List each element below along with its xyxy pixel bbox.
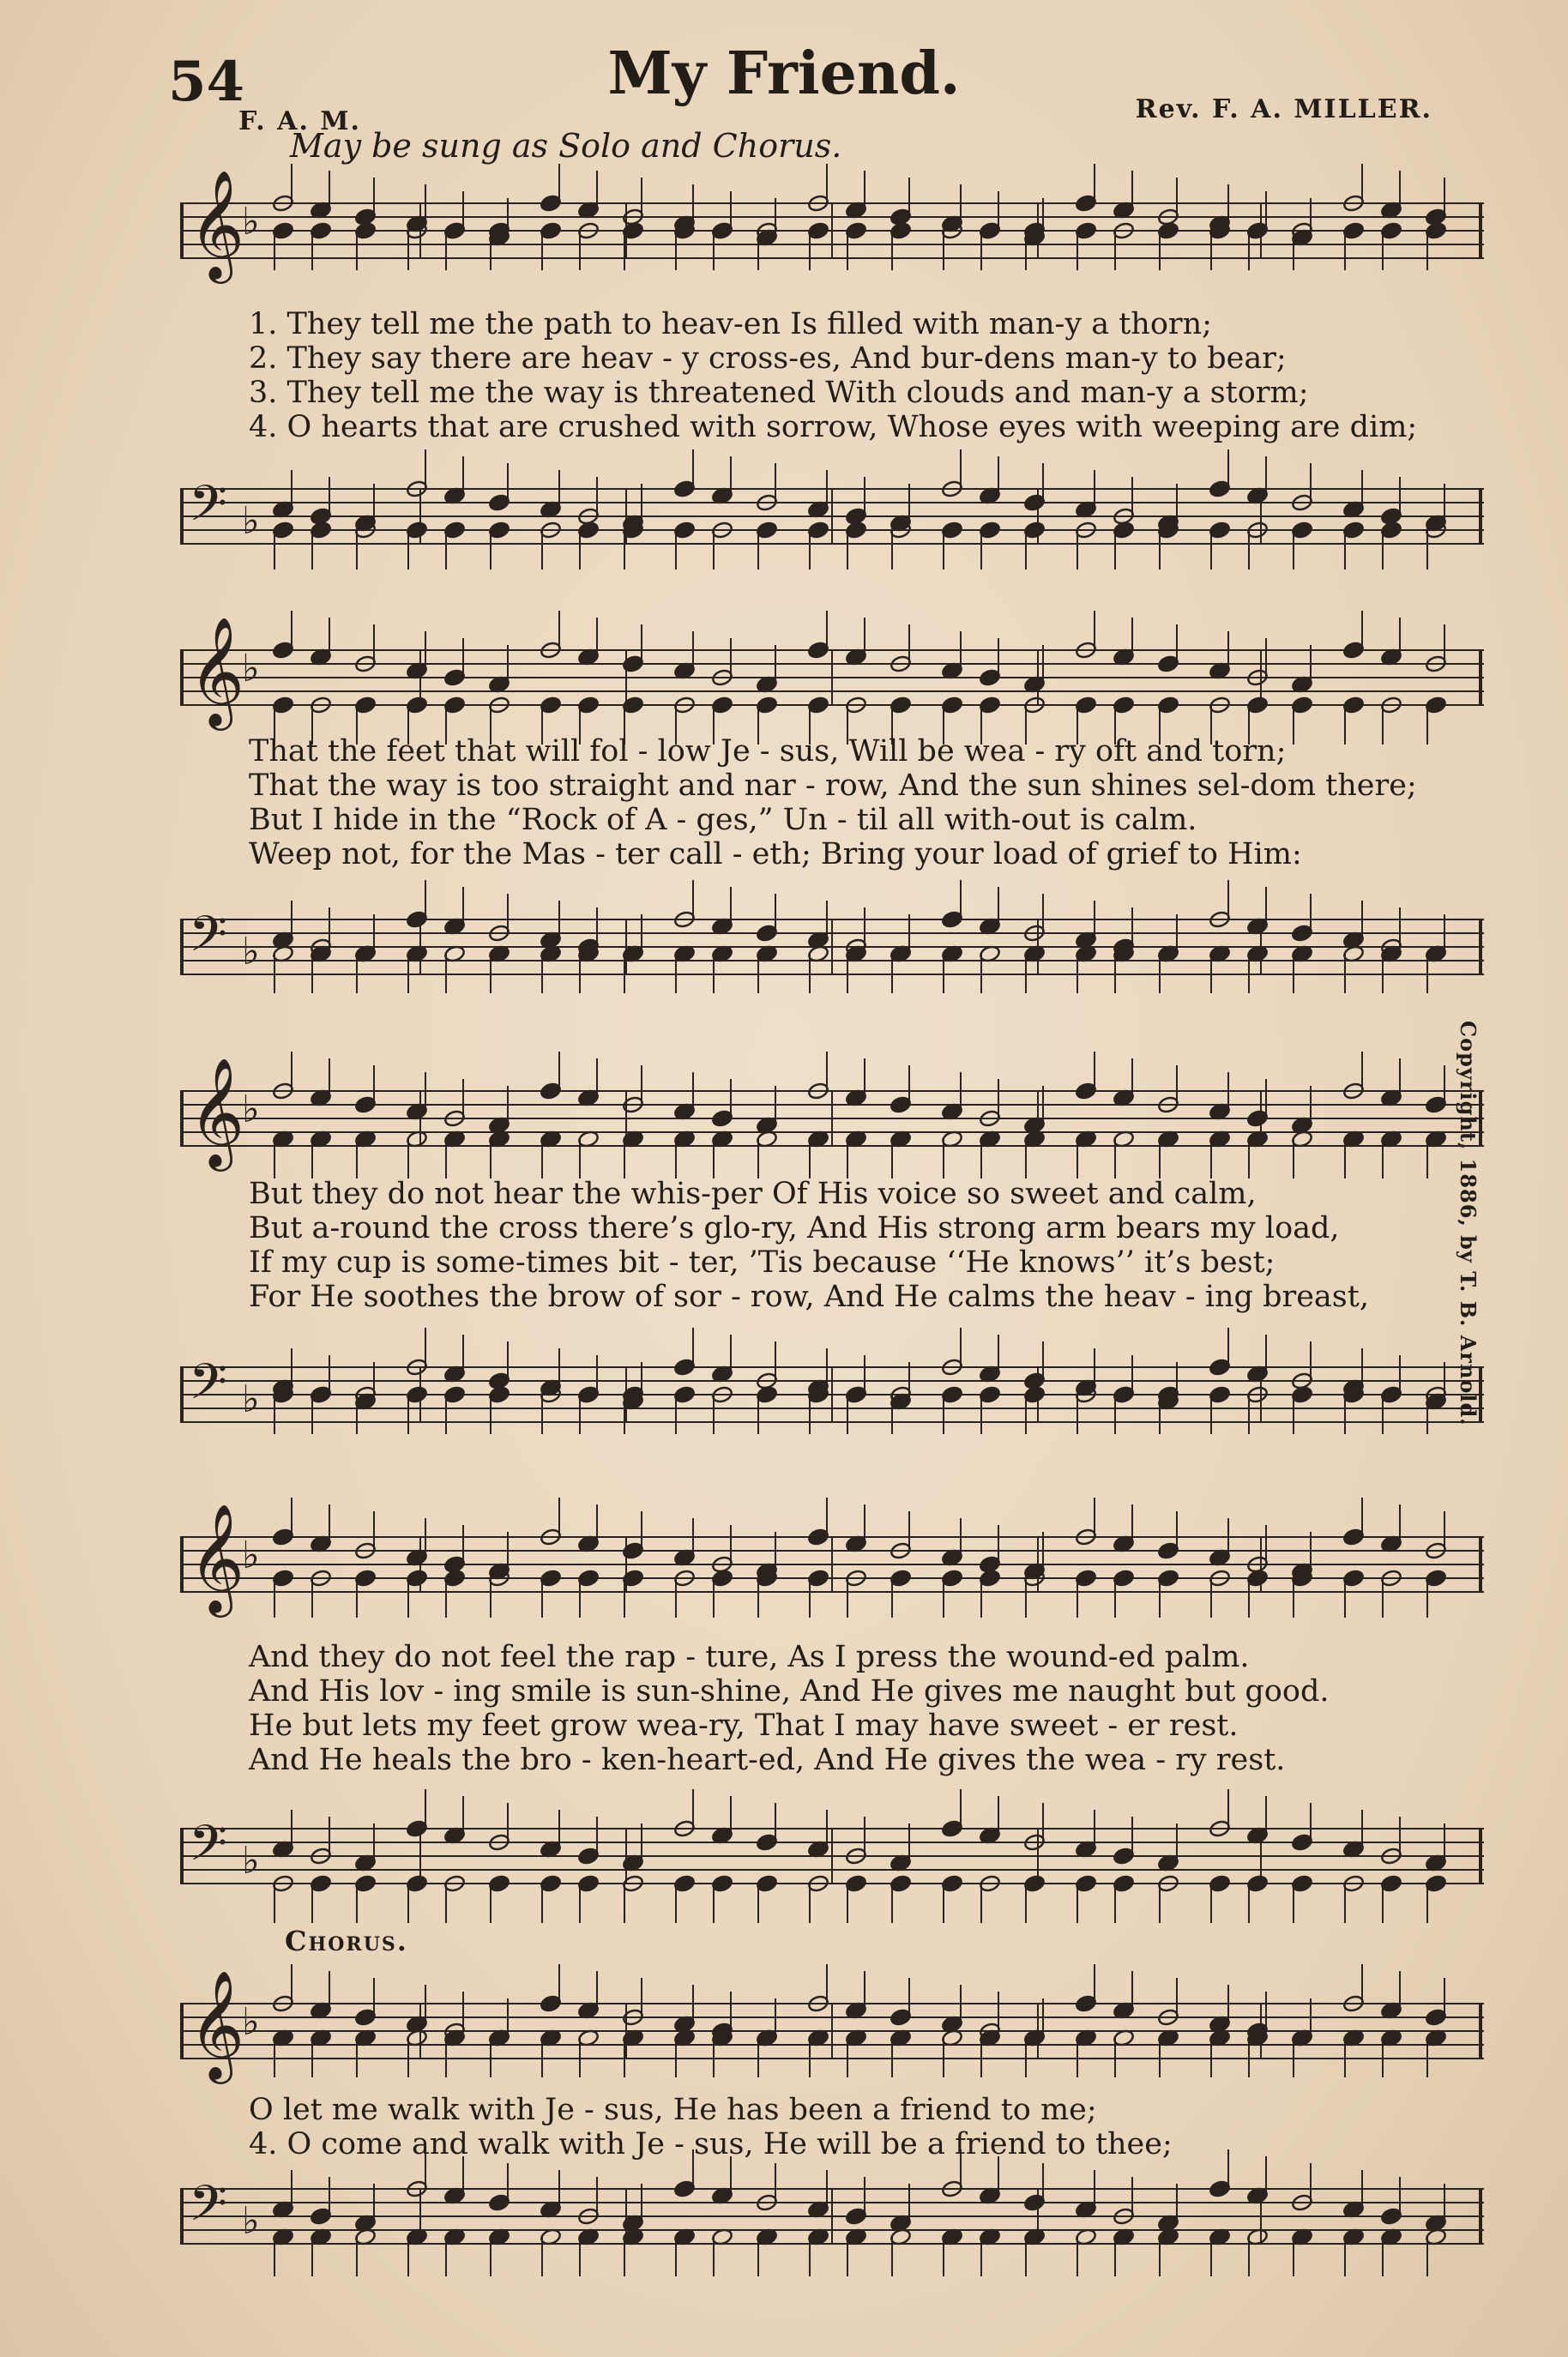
lyric-line: Weep not, for the Mas - ter call - eth; Bring your load of grief to Him:: [249, 837, 1302, 871]
lyric-line: But a-round the cross there’s glo-ry, And His strong arm bears my load,: [249, 1211, 1340, 1245]
lyric-line: And His lov - ing smile is sun-shine, And He gives me naught but good.: [249, 1674, 1330, 1709]
lyrics-system-1: [249, 307, 1467, 444]
bass-staff: [180, 1348, 1484, 1451]
svg-text:𝄢: 𝄢: [189, 1353, 228, 1423]
svg-text:♭: ♭: [242, 1088, 260, 1131]
svg-text:♭: ♭: [242, 1377, 260, 1421]
svg-text:𝄢: 𝄢: [189, 2174, 228, 2245]
svg-text:♭: ♭: [242, 1839, 260, 1883]
lyric-line: He but lets my feet grow wea-ry, That I may have sweet - er rest.: [249, 1709, 1239, 1743]
lyric-line: 4. O come and walk with Je - sus, He will be a friend to thee;: [249, 2127, 1173, 2161]
lyric-line: If my cup is some-times bit - ter, ’Tis because ‘‘He knows’’ it’s best;: [249, 1245, 1276, 1280]
performance-note: May be sung as Solo and Chorus.: [290, 127, 842, 165]
svg-text:♭: ♭: [242, 2199, 260, 2243]
lyric-line: That the way is too straight and nar - row, And the sun shines sel-dom there;: [249, 769, 1417, 803]
svg-text:𝄞: 𝄞: [189, 616, 245, 726]
page-number: 54: [168, 50, 245, 114]
lyric-line: But I hide in the “Rock of A - ges,” Un - til all with-out is calm.: [249, 803, 1197, 837]
treble-staff: [180, 1503, 1484, 1621]
lyric-line: And they do not feel the rap - ture, As I press the wound-ed palm.: [249, 1640, 1250, 1674]
svg-text:♭: ♭: [242, 499, 260, 543]
svg-text:♭: ♭: [242, 2000, 260, 2044]
composer-credit: Rev. F. A. MILLER.: [1135, 94, 1432, 124]
treble-staff: [180, 169, 1484, 287]
svg-text:𝄞: 𝄞: [189, 169, 245, 279]
svg-text:♭: ♭: [242, 1534, 260, 1577]
svg-text:♭: ♭: [242, 200, 260, 244]
lyric-line: 2. They say there are heav - y cross-es, And bur-dens man-y to bear;: [249, 341, 1287, 376]
svg-text:𝄞: 𝄞: [189, 1057, 245, 1166]
lyrics-system-3: [249, 1177, 1467, 1314]
lyrics-chorus: [249, 2093, 1467, 2161]
bass-staff: [180, 901, 1484, 1004]
copyright-notice: Copyright, 1886, by T. B. Arnold.: [1456, 1021, 1481, 1426]
svg-text:𝄢: 𝄢: [189, 474, 228, 545]
bass-staff: [180, 2170, 1484, 2273]
lyricist-credit: F. A. M.: [238, 106, 361, 136]
svg-text:𝄞: 𝄞: [189, 1503, 245, 1613]
song-title: My Friend.: [607, 39, 961, 108]
svg-text:𝄞: 𝄞: [189, 1969, 245, 2079]
chorus-label: Chorus.: [285, 1925, 408, 1957]
bass-staff: [180, 1810, 1484, 1913]
lyric-line: 3. They tell me the way is threatened With clouds and man-y a storm;: [249, 376, 1309, 410]
lyric-line: O let me walk with Je - sus, He has been a friend to me;: [249, 2093, 1097, 2127]
lyric-line: 1. They tell me the path to heav-en Is filled with man-y a thorn;: [249, 307, 1212, 341]
lyric-line: But they do not hear the whis-per Of His voice so sweet and calm,: [249, 1177, 1257, 1211]
lyric-line: That the feet that will fol - low Je - sus, Will be wea - ry oft and torn;: [249, 734, 1287, 769]
treble-staff: [180, 616, 1484, 734]
svg-text:𝄢: 𝄢: [189, 905, 228, 975]
svg-text:𝄢: 𝄢: [189, 1814, 228, 1884]
treble-staff: [180, 1969, 1484, 2088]
svg-text:♭: ♭: [242, 647, 260, 690]
lyrics-system-4: [249, 1640, 1467, 1777]
svg-text:♭: ♭: [242, 930, 260, 974]
treble-staff: [180, 1057, 1484, 1175]
page-header: [0, 0, 1568, 172]
bass-staff: [180, 470, 1484, 573]
lyric-line: And He heals the bro - ken-heart-ed, And He gives the wea - ry rest.: [249, 1743, 1286, 1777]
lyrics-system-2: [249, 734, 1467, 871]
lyric-line: 4. O hearts that are crushed with sorrow, Whose eyes with weeping are dim;: [249, 410, 1418, 444]
lyric-line: For He soothes the brow of sor - row, And He calms the heav - ing breast,: [249, 1280, 1369, 1314]
